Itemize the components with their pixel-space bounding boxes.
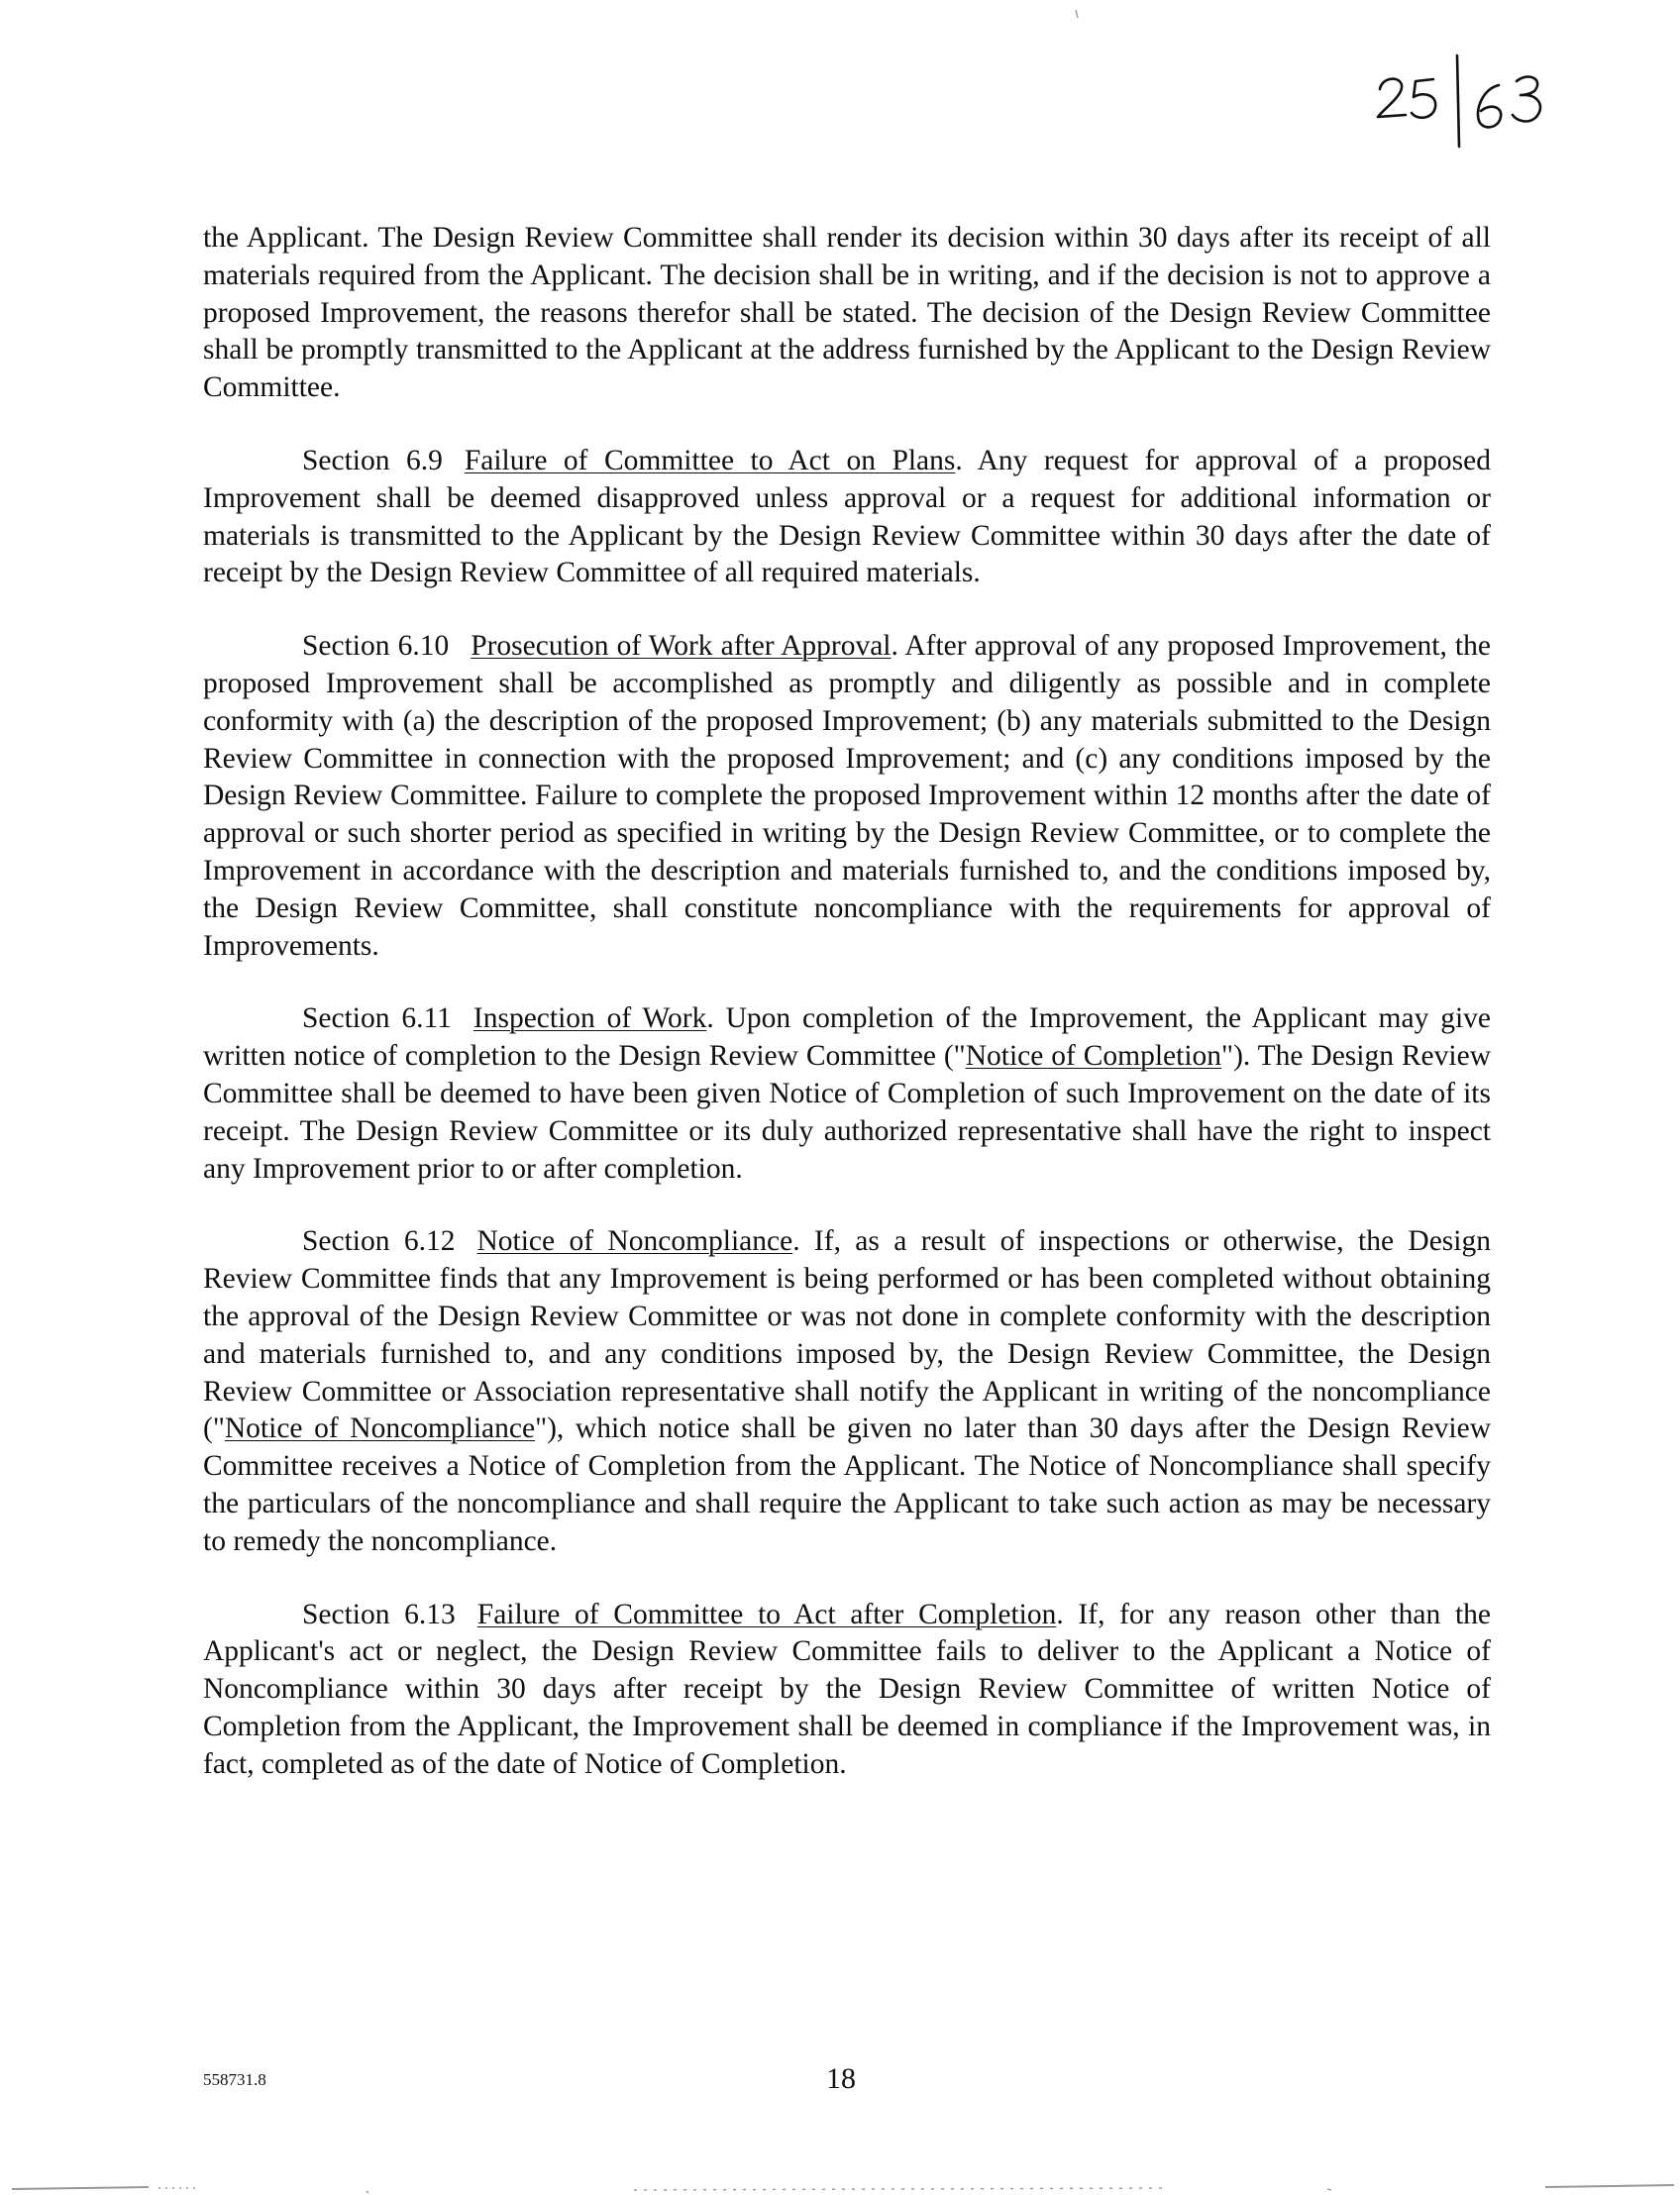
section-number: Section 6.10 xyxy=(302,630,450,663)
section-text: . After approval of any proposed Improvement, the proposed Improvement shall be accomplished as promptly and diligently as possible and in complete conformity with (a) the description of the proposed Improvement; (b) any materials submitted to the Design Review Committee in connection with the proposed Improvement; and (c) any conditions imposed by the Design Review Committee. Failure to complete the proposed Improvement within 12 months after the date of approval or such shorter period as specified in writing by the Design Review Committee, or to complete the Improvement in accordance with the description and materials furnished to, and the conditions imposed by, the Design Review Committee, shall constitute noncompliance with the requirements for approval of Improvements. xyxy=(203,630,1491,962)
section-text: . If, for any reason other than the Applicant's act or neglect, the Design Review Committee fails to deliver to the Applicant a Notice of Noncompliance within 30 days after receipt by the Design Review Committee of written Notice of Completion from the Applicant, the Improvement shall be deemed in compliance if the Improvement was, in fact, completed as of the date of Notice of Completion. xyxy=(203,1598,1491,1780)
section-title: Notice of Noncompliance xyxy=(476,1225,793,1258)
section-text: . Upon completion of the Improvement, the Applicant may give written notice of completion to the Design Review Committee (" xyxy=(203,1002,1491,1073)
section-title: Prosecution of Work after Approval xyxy=(471,630,892,663)
section-text: "). The Design Review Committee shall be deemed to have been given Notice of Completion of such Improvement on the date of its receipt. The Design Review Committee or its duly authorized representative shall have the right to inspect any Improvement prior to or after completion. xyxy=(203,1040,1491,1185)
section-6-11 xyxy=(203,1000,1491,1188)
document-body xyxy=(203,220,1491,1819)
section-number: Section 6.13 xyxy=(302,1598,456,1630)
document-id: 558731.8 xyxy=(203,2070,266,2089)
section-title: Inspection of Work xyxy=(472,1002,707,1035)
section-text: "), which notice shall be given no later than 30 days after the Design Review Committee receives a Notice of Completion from the Applicant. The Notice of Noncompliance shall specify the particulars of the noncompliance and shall require the Applicant to take such action as may be necessary to remedy the noncompliance. xyxy=(203,1412,1491,1557)
handwritten-page-annotation xyxy=(1372,50,1570,149)
page-number: 18 xyxy=(826,2062,856,2095)
section-6-9 xyxy=(203,443,1491,592)
section-title: Failure of Committee to Act on Plans xyxy=(464,444,956,476)
defined-term: Notice of Noncompliance xyxy=(224,1412,536,1445)
section-6-10 xyxy=(203,628,1491,965)
paragraph-text: the Applicant. The Design Review Committee shall render its decision within 30 days after its receipt of all materials required from the Applicant. The decision shall be in writing, and if the decision is not to approve a proposed Improvement, the reasons therefor shall be stated. The decision of the Design Review Committee shall be promptly transmitted to the Applicant at the address furnished by the Applicant to the Design Review Committee. xyxy=(203,222,1491,404)
section-6-12 xyxy=(203,1223,1491,1560)
section-text: . Any request for approval of a proposed Improvement shall be deemed disapproved unless approval or a request for additional information or materials is transmitted to the Applicant by the Design Review Committee within 30 days after the date of receipt by the Design Review Committee of all required materials. xyxy=(203,444,1491,589)
section-number: Section 6.9 xyxy=(302,444,443,476)
section-number: Section 6.12 xyxy=(302,1225,456,1258)
section-6-13 xyxy=(203,1597,1491,1784)
defined-term: Notice of Completion xyxy=(965,1040,1222,1073)
paragraph-continuation xyxy=(203,220,1491,407)
section-number: Section 6.11 xyxy=(302,1002,452,1035)
section-title: Failure of Committee to Act after Completion xyxy=(476,1598,1057,1630)
section-text: . If, as a result of inspections or otherwise, the Design Review Committee finds that any Improvement is being performed or has been completed without obtaining the approval of the Design Review Committee or was not done in complete conformity with the description and materials furnished to, and any conditions imposed by, the Design Review Committee, the Design Review Committee or Association representative shall notify the Applicant in writing of the noncompliance (" xyxy=(203,1225,1491,1445)
